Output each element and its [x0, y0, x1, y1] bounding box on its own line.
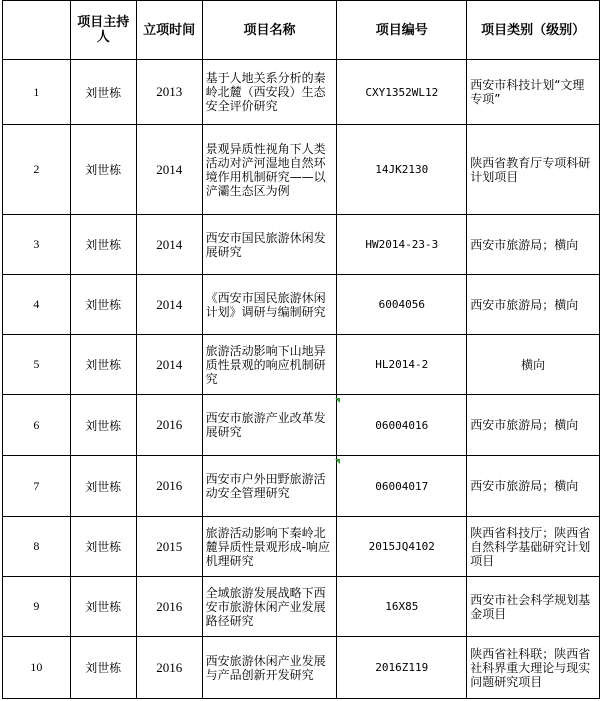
cell-category[interactable]: 西安市旅游局；横向: [467, 275, 600, 335]
cell-name[interactable]: 西安市旅游产业改革发展研究: [202, 395, 337, 456]
cell-name[interactable]: 《西安市国民旅游休闲计划》调研与编制研究: [202, 275, 337, 335]
cell-name[interactable]: 西安市国民旅游休闲发展研究: [202, 215, 337, 275]
cell-year[interactable]: 2014: [136, 335, 202, 395]
cell-code[interactable]: HL2014-2: [337, 335, 467, 395]
cell-category[interactable]: 西安市旅游局；横向: [467, 215, 600, 275]
cell-num[interactable]: 10: [3, 637, 71, 699]
cell-num[interactable]: 8: [3, 517, 71, 577]
cell-year[interactable]: 2015: [136, 517, 202, 577]
cell-name[interactable]: 旅游活动影响下秦岭北麓异质性景观形成-响应机理研究: [202, 517, 337, 577]
table-row: [3, 125, 600, 215]
cell-code[interactable]: 06004017: [337, 456, 467, 517]
table-row: [3, 456, 600, 517]
cell-category[interactable]: 横向: [467, 335, 600, 395]
cell-host[interactable]: 刘世栋: [70, 517, 136, 577]
cell-code[interactable]: 6004056: [337, 275, 467, 335]
cell-num[interactable]: 7: [3, 456, 71, 517]
cell-code[interactable]: 2015JQ4102: [337, 517, 467, 577]
cell-num[interactable]: 1: [3, 60, 71, 125]
cell-marker-icon: [335, 459, 340, 464]
header-host[interactable]: 项目主持人: [70, 1, 136, 60]
cell-host[interactable]: 刘世栋: [70, 275, 136, 335]
cell-name[interactable]: 景观异质性视角下人类活动对浐河湿地自然环境作用机制研究——以浐灞生态区为例: [202, 125, 337, 215]
header-year[interactable]: 立项时间: [136, 1, 202, 60]
cell-host[interactable]: 刘世栋: [70, 125, 136, 215]
header-name[interactable]: 项目名称: [202, 1, 337, 60]
table-row: [3, 60, 600, 125]
header-num[interactable]: [3, 1, 71, 60]
cell-code[interactable]: 2016Z119: [337, 637, 467, 699]
cell-host[interactable]: 刘世栋: [70, 577, 136, 637]
header-code[interactable]: 项目编号: [337, 1, 467, 60]
cell-num[interactable]: 9: [3, 577, 71, 637]
cell-code[interactable]: 14JK2130: [337, 125, 467, 215]
cell-num[interactable]: 2: [3, 125, 71, 215]
cell-category[interactable]: 陕西省社科联；陕西省社科界重大理论与现实问题研究项目: [467, 637, 600, 699]
table-row: [3, 517, 600, 577]
cell-category[interactable]: 西安市科技计划“文理专项”: [467, 60, 600, 125]
cell-category[interactable]: 西安市旅游局；横向: [467, 395, 600, 456]
cell-year[interactable]: 2016: [136, 577, 202, 637]
cell-code[interactable]: 16X85: [337, 577, 467, 637]
cell-code[interactable]: 06004016: [337, 395, 467, 456]
table-row: [3, 275, 600, 335]
cell-year[interactable]: 2014: [136, 215, 202, 275]
cell-code[interactable]: HW2014-23-3: [337, 215, 467, 275]
cell-host[interactable]: 刘世栋: [70, 215, 136, 275]
cell-category[interactable]: 西安市旅游局；横向: [467, 456, 600, 517]
cell-code[interactable]: CXY1352WL12: [337, 60, 467, 125]
project-table: [2, 0, 600, 699]
cell-year[interactable]: 2016: [136, 395, 202, 456]
cell-year[interactable]: 2014: [136, 125, 202, 215]
cell-host[interactable]: 刘世栋: [70, 60, 136, 125]
cell-num[interactable]: 3: [3, 215, 71, 275]
cell-num[interactable]: 4: [3, 275, 71, 335]
cell-category[interactable]: 西安市社会科学规划基金项目: [467, 577, 600, 637]
cell-host[interactable]: 刘世栋: [70, 335, 136, 395]
cell-marker-icon: [335, 398, 340, 403]
cell-host[interactable]: 刘世栋: [70, 395, 136, 456]
cell-year[interactable]: 2014: [136, 275, 202, 335]
table-row: [3, 637, 600, 699]
header-category[interactable]: 项目类别（级别）: [467, 1, 600, 60]
cell-host[interactable]: 刘世栋: [70, 456, 136, 517]
header-row: [3, 1, 600, 60]
table-row: [3, 215, 600, 275]
cell-year[interactable]: 2016: [136, 637, 202, 699]
cell-name[interactable]: 基于人地关系分析的秦岭北麓（西安段）生态安全评价研究: [202, 60, 337, 125]
cell-category[interactable]: 陕西省教育厅专项科研计划项目: [467, 125, 600, 215]
cell-name[interactable]: 西安市户外田野旅游活动安全管理研究: [202, 456, 337, 517]
cell-num[interactable]: 5: [3, 335, 71, 395]
cell-host[interactable]: 刘世栋: [70, 637, 136, 699]
cell-category[interactable]: 陕西省科技厅；陕西省自然科学基础研究计划项目: [467, 517, 600, 577]
table-row: [3, 395, 600, 456]
cell-year[interactable]: 2013: [136, 60, 202, 125]
cell-num[interactable]: 6: [3, 395, 71, 456]
table-row: [3, 335, 600, 395]
cell-year[interactable]: 2016: [136, 456, 202, 517]
cell-name[interactable]: 全域旅游发展战略下西安市旅游休闲产业发展路径研究: [202, 577, 337, 637]
cell-name[interactable]: 西安旅游休闲产业发展与产品创新开发研究: [202, 637, 337, 699]
table-row: [3, 577, 600, 637]
cell-name[interactable]: 旅游活动影响下山地异质性景观的响应机制研究: [202, 335, 337, 395]
